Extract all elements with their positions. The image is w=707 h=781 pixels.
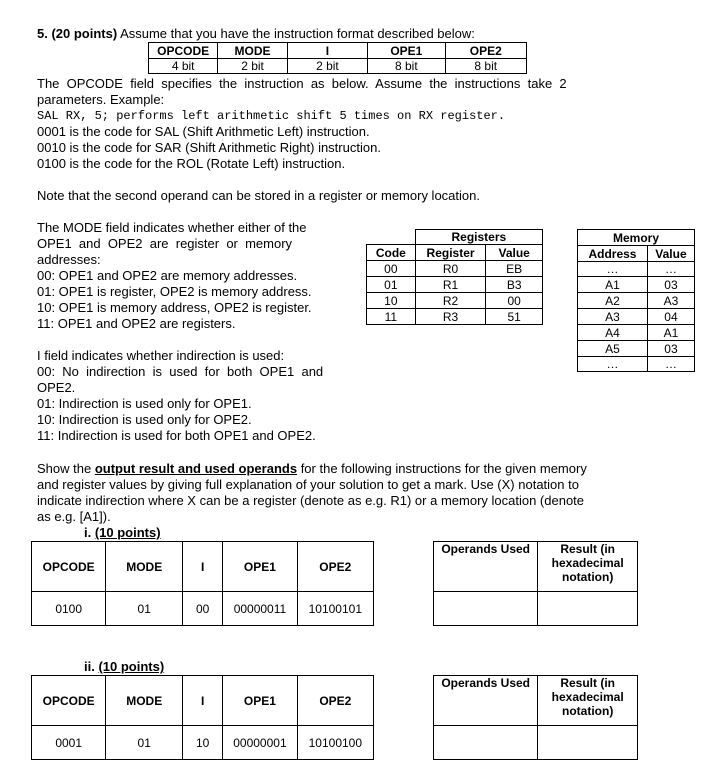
memory-value: 03 bbox=[647, 277, 694, 293]
mode-desc-line: 00: OPE1 and OPE2 are memory addresses. bbox=[37, 268, 298, 283]
second-operand-note: Note that the second operand can be stored in a register or memory location. bbox=[37, 188, 480, 203]
memory-address: … bbox=[578, 262, 648, 277]
format-header-ope1: OPE1 bbox=[368, 43, 445, 59]
memory-row bbox=[578, 309, 695, 325]
memory-row bbox=[578, 341, 695, 357]
q2-result-cell[interactable] bbox=[538, 726, 638, 760]
format-header-mode: MODE bbox=[218, 43, 287, 59]
mode-desc-line: OPE1 and OPE2 are register or memory bbox=[37, 236, 293, 251]
memory-value: … bbox=[647, 357, 694, 372]
q1-result-cell[interactable] bbox=[538, 592, 638, 626]
q2-header-opcode: OPCODE bbox=[32, 676, 106, 726]
format-bits-mode: 2 bit bbox=[218, 59, 287, 74]
q2-operands-used-cell[interactable] bbox=[434, 726, 538, 760]
memory-row bbox=[578, 277, 695, 293]
mode-desc-line: 01: OPE1 is register, OPE2 is memory address. bbox=[37, 284, 312, 299]
i-desc-line: 01: Indirection is used only for OPE1. bbox=[37, 396, 252, 411]
q1-label bbox=[84, 525, 161, 541]
q1-instruction-table bbox=[31, 541, 374, 626]
register-code: 00 bbox=[367, 261, 416, 277]
register-code: 11 bbox=[367, 309, 416, 325]
memory-address: A5 bbox=[578, 341, 648, 357]
q2-i-value: 10 bbox=[183, 726, 223, 760]
q1-opcode-value: 0100 bbox=[32, 592, 106, 626]
i-desc-line: I field indicates whether indirection is used: bbox=[37, 348, 285, 363]
opcode-code-rol: 0100 is the code for the ROL (Rotate Left) instruction. bbox=[37, 156, 346, 171]
memory-title: Memory bbox=[578, 230, 695, 246]
instruction-format-table bbox=[148, 42, 527, 74]
format-header-opcode: OPCODE bbox=[149, 43, 218, 59]
i-desc-line: OPE2. bbox=[37, 380, 76, 395]
memory-address: A1 bbox=[578, 277, 648, 293]
q2-instruction-table bbox=[31, 675, 374, 760]
register-value: B3 bbox=[486, 277, 543, 293]
format-bits-opcode: 4 bit bbox=[149, 59, 218, 74]
task-line4: as e.g. [A1]). bbox=[37, 509, 111, 524]
example-code: SAL RX, 5; performs left arithmetic shift 5 times on RX register. bbox=[37, 109, 506, 123]
task-emphasis: output result and used operands bbox=[94, 461, 298, 476]
register-value: EB bbox=[486, 261, 543, 277]
q1-i-value: 00 bbox=[183, 592, 223, 626]
mode-desc-line: The MODE field indicates whether either of the bbox=[37, 220, 307, 235]
q2-label bbox=[84, 659, 164, 675]
registers-row bbox=[367, 277, 548, 293]
q2-header-ope1: OPE1 bbox=[223, 676, 297, 726]
q2-ope1-value: 00000001 bbox=[223, 726, 297, 760]
q2-operands-used-header: Operands Used bbox=[434, 676, 538, 726]
q1-header-mode: MODE bbox=[106, 542, 183, 592]
q2-mode-value: 01 bbox=[106, 726, 183, 760]
registers-header-register: Register bbox=[415, 245, 486, 261]
memory-value: A1 bbox=[647, 325, 694, 341]
q1-points: (10 points) bbox=[94, 525, 161, 540]
registers-row bbox=[367, 309, 548, 325]
register-code: 01 bbox=[367, 277, 416, 293]
q2-ope2-value: 10100100 bbox=[297, 726, 373, 760]
registers-row bbox=[367, 261, 548, 277]
q1-header-i: I bbox=[183, 542, 223, 592]
memory-row bbox=[578, 357, 695, 372]
i-desc-line: 00: No indirection is used for both OPE1 and bbox=[37, 364, 324, 379]
q1-operands-used-cell[interactable] bbox=[434, 592, 538, 626]
memory-header-address: Address bbox=[578, 246, 648, 262]
q2-result-header: Result (in hexadecimal notation) bbox=[538, 676, 638, 726]
format-bits-ope1: 8 bit bbox=[368, 59, 445, 74]
memory-address: A2 bbox=[578, 293, 648, 309]
registers-row bbox=[367, 293, 548, 309]
q2-header-mode: MODE bbox=[106, 676, 183, 726]
register-value: 51 bbox=[486, 309, 543, 325]
q1-answer-table bbox=[433, 541, 638, 626]
register-name: R1 bbox=[415, 277, 486, 293]
question-number: 5. (20 points) bbox=[37, 26, 118, 41]
memory-value: 04 bbox=[647, 309, 694, 325]
mode-desc-line: 11: OPE1 and OPE2 are registers. bbox=[37, 316, 236, 331]
q1-operands-used-header: Operands Used bbox=[434, 542, 538, 592]
task-line2: and register values by giving full explanation of your solution to get a mark. Use (X) notation to bbox=[37, 477, 579, 492]
memory-address: A4 bbox=[578, 325, 648, 341]
mode-desc-line: addresses: bbox=[37, 252, 101, 267]
q1-result-header: Result (in hexadecimal notation) bbox=[538, 542, 638, 592]
memory-header-value: Value bbox=[647, 246, 694, 262]
memory-address: A3 bbox=[578, 309, 648, 325]
register-name: R0 bbox=[415, 261, 486, 277]
task-line1-end: for the following instructions for the given memory bbox=[297, 461, 587, 476]
memory-table bbox=[577, 229, 695, 372]
register-name: R3 bbox=[415, 309, 486, 325]
registers-header-value: Value bbox=[486, 245, 543, 261]
opcode-desc-line2: parameters. Example: bbox=[37, 92, 165, 107]
q2-points: (10 points) bbox=[98, 659, 165, 674]
opcode-code-sar: 0010 is the code for SAR (Shift Arithmetic Right) instruction. bbox=[37, 140, 381, 155]
registers-title: Registers bbox=[415, 230, 542, 245]
mode-desc-line: 10: OPE1 is memory address, OPE2 is register. bbox=[37, 300, 312, 315]
q1-header-ope2: OPE2 bbox=[297, 542, 373, 592]
format-header-i: I bbox=[287, 43, 367, 59]
q2-header-i: I bbox=[183, 676, 223, 726]
memory-value: … bbox=[647, 262, 694, 277]
task-line3: indicate indirection where X can be a register (denote as e.g. R1) or a memory location (denote bbox=[37, 493, 585, 508]
q1-header-ope1: OPE1 bbox=[223, 542, 297, 592]
q1-mode-value: 01 bbox=[106, 592, 183, 626]
memory-row bbox=[578, 293, 695, 309]
memory-address: … bbox=[578, 357, 648, 372]
format-header-ope2: OPE2 bbox=[445, 43, 526, 59]
format-bits-i: 2 bit bbox=[287, 59, 367, 74]
q1-header-opcode: OPCODE bbox=[32, 542, 106, 592]
question-intro bbox=[37, 26, 475, 42]
registers-table bbox=[366, 229, 548, 325]
opcode-desc-line1: The OPCODE field specifies the instruction as below. Assume the instructions take 2 bbox=[37, 76, 567, 91]
q2-answer-table bbox=[433, 675, 638, 760]
register-name: R2 bbox=[415, 293, 486, 309]
task-line1-start: Show the bbox=[37, 461, 95, 476]
q1-number: i. bbox=[84, 525, 95, 540]
i-desc-line: 10: Indirection is used only for OPE2. bbox=[37, 412, 252, 427]
i-desc-line: 11: Indirection is used for both OPE1 and OPE2. bbox=[37, 428, 316, 443]
task-line1 bbox=[37, 461, 587, 477]
register-code: 10 bbox=[367, 293, 416, 309]
q2-number: ii. bbox=[84, 659, 99, 674]
question-intro-text: Assume that you have the instruction format described below: bbox=[117, 26, 475, 41]
q2-opcode-value: 0001 bbox=[32, 726, 106, 760]
format-bits-ope2: 8 bit bbox=[445, 59, 526, 74]
memory-row bbox=[578, 262, 695, 277]
opcode-code-sal: 0001 is the code for SAL (Shift Arithmetic Left) instruction. bbox=[37, 124, 370, 139]
q2-header-ope2: OPE2 bbox=[297, 676, 373, 726]
q1-ope1-value: 00000011 bbox=[223, 592, 297, 626]
memory-row bbox=[578, 325, 695, 341]
register-value: 00 bbox=[486, 293, 543, 309]
memory-value: 03 bbox=[647, 341, 694, 357]
memory-value: A3 bbox=[647, 293, 694, 309]
q1-ope2-value: 10100101 bbox=[297, 592, 373, 626]
registers-header-code: Code bbox=[367, 245, 416, 261]
